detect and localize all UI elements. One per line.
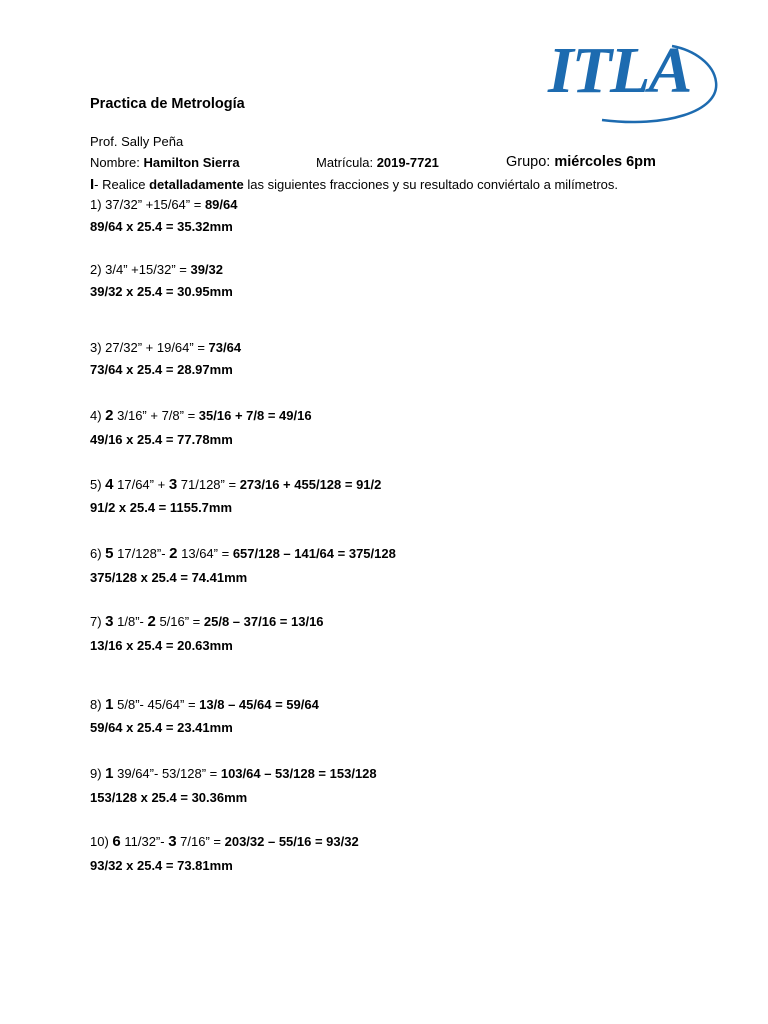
problem-conversion: 59/64 x 25.4 = 23.41mm — [90, 720, 233, 735]
problem-number: 4) — [90, 408, 106, 423]
problem-6 — [90, 546, 396, 562]
problem-whole-1: 5 — [105, 545, 114, 562]
problem-result: 203/32 – 55/16 = 93/32 — [224, 834, 359, 849]
problem-conversion: 375/128 x 25.4 = 74.41mm — [90, 570, 248, 585]
problem-fraction-2: 15/32” = — [138, 262, 191, 277]
problem-number: 5) — [90, 477, 106, 492]
problem-fraction-1: 3/16” + — [113, 408, 162, 423]
problem-fraction-2: 45/64” = — [147, 697, 200, 712]
problem-conversion: 49/16 x 25.4 = 77.78mm — [90, 432, 233, 447]
problem-number: 2) — [90, 262, 106, 277]
problem-fraction-2: 7/16” = — [176, 834, 225, 849]
problem-result: 657/128 – 141/64 = 375/128 — [232, 546, 396, 561]
problem-number: 7) — [90, 614, 106, 629]
problem-whole-2: 3 — [168, 833, 177, 850]
problem-8 — [90, 697, 319, 713]
instruction-roman: I — [90, 176, 95, 193]
problem-result: 39/32 — [190, 262, 224, 277]
grupo-field — [506, 154, 656, 170]
problem-conversion: 13/16 x 25.4 = 20.63mm — [90, 638, 233, 653]
problem-fraction-2: 19/64” = — [156, 340, 209, 355]
logo-text: ITLA — [548, 34, 691, 107]
problem-fraction-2: 7/8” = — [161, 408, 199, 423]
problem-number: 3) — [90, 340, 106, 355]
problem-whole-1: 2 — [105, 407, 114, 424]
problem-conversion: 39/32 x 25.4 = 30.95mm — [90, 284, 233, 299]
problem-whole-2: 3 — [168, 476, 178, 493]
problem-7 — [90, 614, 324, 630]
problem-1 — [90, 197, 237, 213]
problem-5 — [90, 477, 381, 493]
problem-number: 10) — [90, 834, 113, 849]
problem-result: 25/8 – 37/16 = 13/16 — [203, 614, 324, 629]
problem-whole-1: 6 — [112, 833, 121, 850]
problem-result: 103/64 – 53/128 = 153/128 — [220, 766, 377, 781]
problem-fraction-1: 17/64” + — [113, 477, 169, 492]
problem-result: 13/8 – 45/64 = 59/64 — [199, 697, 319, 712]
problem-conversion: 153/128 x 25.4 = 30.36mm — [90, 790, 248, 805]
problem-whole-2: 2 — [169, 545, 178, 562]
problem-number: 8) — [90, 697, 106, 712]
problem-fraction-2: 15/64” = — [153, 197, 205, 212]
problem-conversion: 73/64 x 25.4 = 28.97mm — [90, 362, 233, 377]
problem-result: 73/64 — [208, 340, 242, 355]
grupo-value: miércoles 6pm — [554, 154, 656, 170]
problem-fraction-2: 71/128” = — [177, 477, 240, 492]
problem-3 — [90, 340, 241, 356]
instruction-post: las siguientes fracciones y su resultado conviértalo a milímetros. — [243, 177, 619, 192]
problem-whole-1: 3 — [105, 613, 114, 630]
matricula-label: Matrícula: — [316, 155, 377, 170]
instruction-bold: detalladamente — [149, 177, 244, 192]
problem-number: 6) — [90, 546, 106, 561]
instruction-pre: - Realice — [94, 177, 150, 192]
problem-conversion: 89/64 x 25.4 = 35.32mm — [90, 219, 233, 234]
page-title: Practica de Metrología — [90, 96, 245, 112]
problem-whole-1: 4 — [105, 476, 114, 493]
problem-conversion: 93/32 x 25.4 = 73.81mm — [90, 858, 233, 873]
problem-whole-2: 2 — [147, 613, 156, 630]
nombre-value: Hamilton Sierra — [143, 155, 240, 170]
problem-fraction-1: 5/8”- — [113, 697, 148, 712]
problem-fraction-1: 1/8”- — [113, 614, 148, 629]
problem-fraction-2: 5/16” = — [155, 614, 204, 629]
matricula-value: 2019-7721 — [376, 155, 439, 170]
nombre-field — [90, 155, 240, 171]
problem-4 — [90, 408, 312, 424]
matricula-field — [316, 155, 439, 171]
problem-fraction-1: 11/32”- — [120, 834, 169, 849]
problem-result: 273/16 + 455/128 = 91/2 — [239, 477, 382, 492]
problem-whole-1: 1 — [105, 696, 114, 713]
problem-whole-1: 1 — [105, 765, 114, 782]
grupo-label: Grupo: — [506, 154, 555, 170]
problem-fraction-1: 3/4” + — [105, 262, 139, 277]
professor: Prof. Sally Peña — [90, 134, 184, 149]
problem-conversion: 91/2 x 25.4 = 1155.7mm — [90, 500, 233, 515]
problem-fraction-1: 39/64”- — [113, 766, 162, 781]
problem-number: 1) — [90, 197, 106, 212]
problem-fraction-1: 17/128”- — [113, 546, 170, 561]
problem-2 — [90, 262, 223, 278]
itla-logo — [544, 34, 724, 128]
instruction — [90, 177, 618, 193]
problem-result: 35/16 + 7/8 = 49/16 — [198, 408, 312, 423]
problem-fraction-2: 13/64” = — [177, 546, 233, 561]
problem-result: 89/64 — [204, 197, 238, 212]
problem-fraction-1: 37/32” + — [105, 197, 154, 212]
problem-9 — [90, 766, 377, 782]
problem-10 — [90, 834, 359, 850]
problem-fraction-1: 27/32” + — [105, 340, 157, 355]
problem-number: 9) — [90, 766, 106, 781]
problem-fraction-2: 53/128” = — [161, 766, 221, 781]
nombre-label: Nombre: — [90, 155, 144, 170]
